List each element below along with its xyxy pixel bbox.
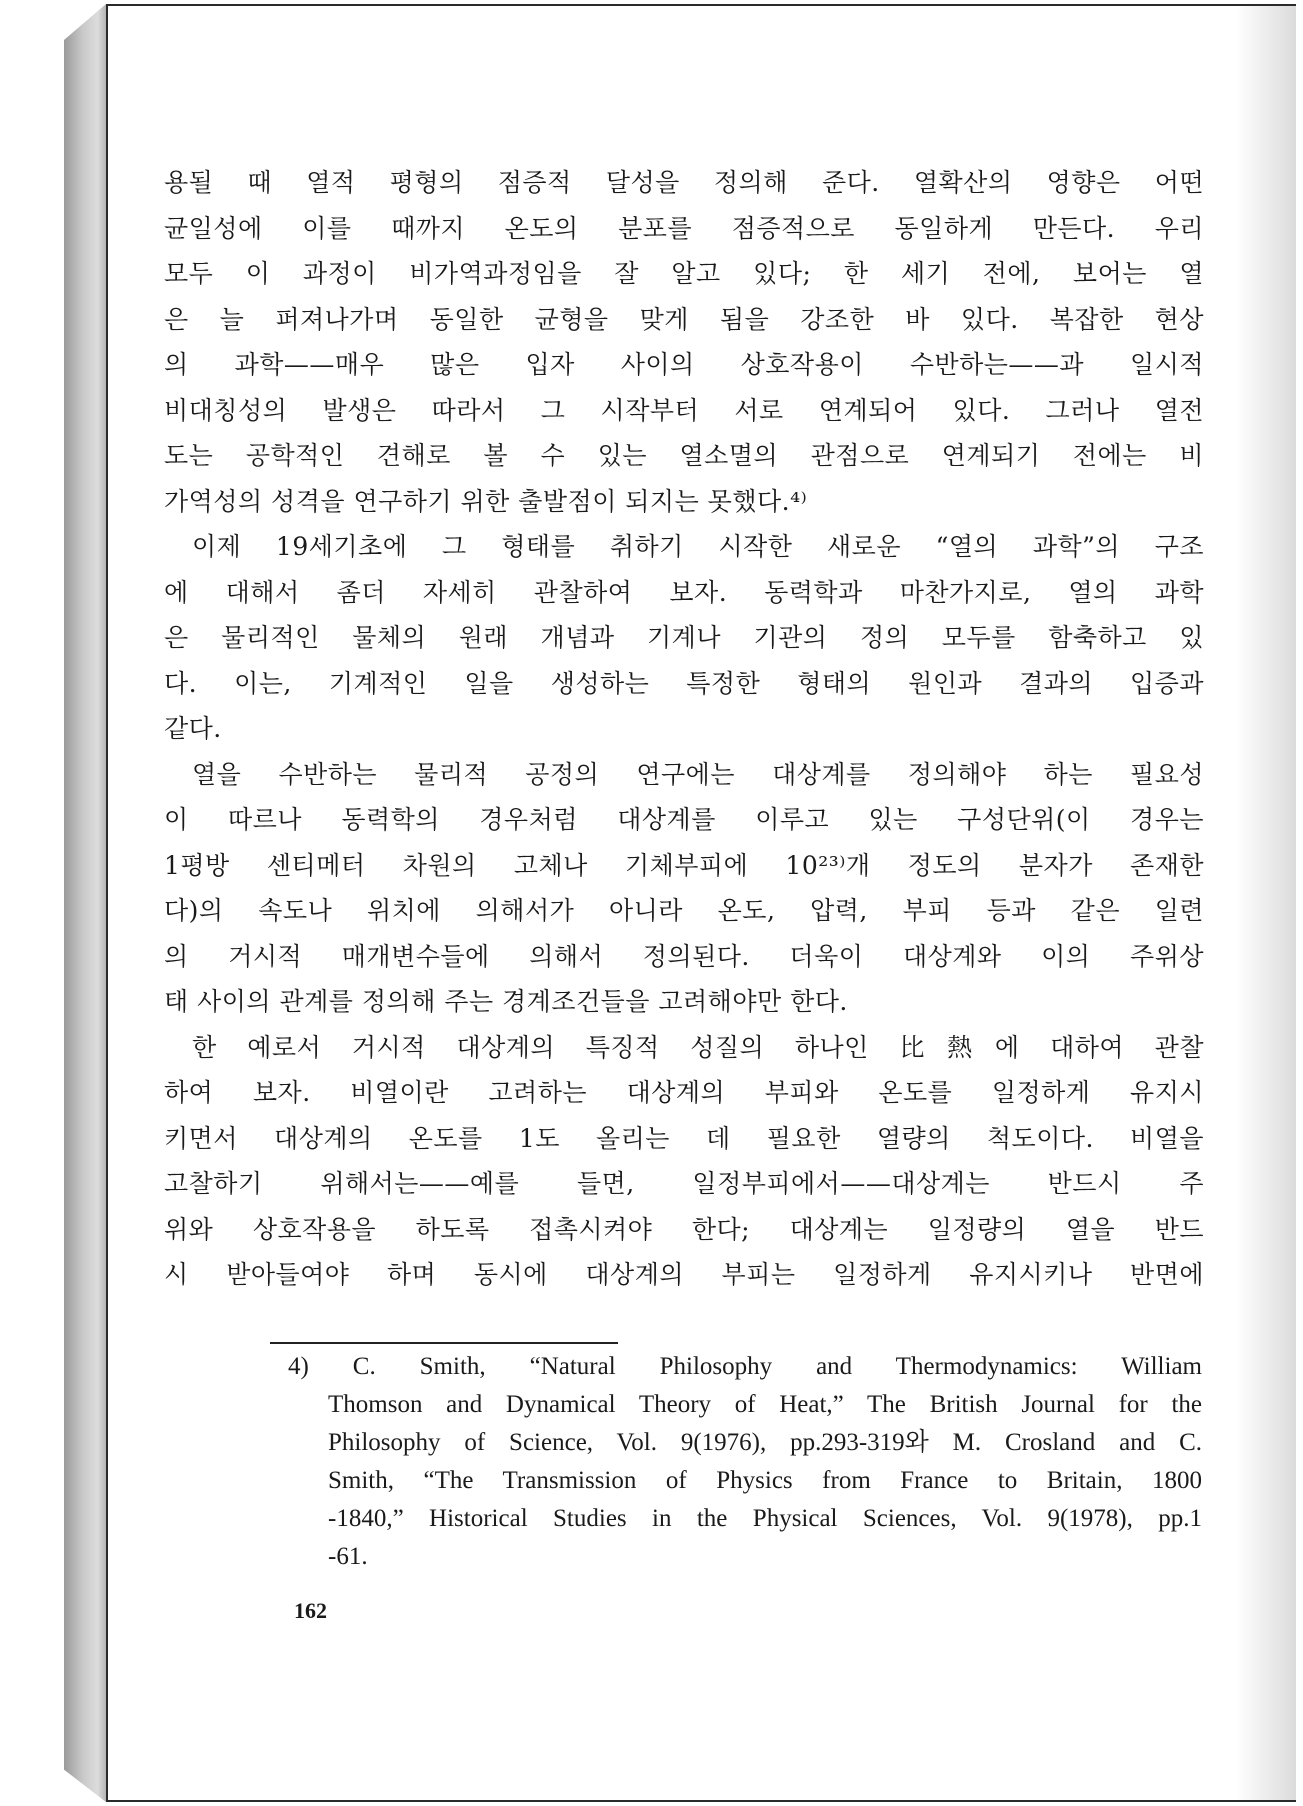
text-line: 의 과학——매우 많은 입자 사이의 상호작용이 수반하는——과 일시적 (164, 350, 1204, 379)
text-line: 도는 공학적인 견해로 볼 수 있는 열소멸의 관점으로 연계되기 전에는 비 (164, 441, 1204, 470)
footnote-line: -1840,” Historical Studies in the Physical Sciences, Vol. 9(1978), pp.1 (328, 1505, 1202, 1532)
book-spine (64, 4, 106, 1802)
text-line: 위와 상호작용을 하도록 접촉시켜야 한다; 대상계는 일정량의 열을 반드 (164, 1214, 1204, 1244)
page-number: 162 (294, 1598, 327, 1623)
text-line: 비대칭성의 발생은 따라서 그 시작부터 서로 연계되어 있다. 그러나 열전 (164, 395, 1204, 425)
text-line: 은 물리적인 물체의 원래 개념과 기계나 기관의 정의 모두를 함축하고 있 (164, 623, 1204, 652)
footnote (288, 1348, 1202, 1576)
text-line: 키면서 대상계의 온도를 1도 올리는 데 필요한 열량의 척도이다. 비열을 (164, 1123, 1204, 1153)
text-line: 은 늘 퍼져나가며 동일한 균형을 맞게 됨을 강조한 바 있다. 복잡한 현상 (164, 304, 1204, 334)
footnote-line: Thomson and Dynamical Theory of Heat,” The British Journal for the (328, 1391, 1202, 1418)
text-line: 이제 19세기초에 그 형태를 취하기 시작한 새로운 “열의 과학”의 구조 (192, 532, 1204, 561)
footnote-divider (270, 1342, 618, 1344)
text-line: 한 예로서 거시적 대상계의 특징적 성질의 하나인 比熱에 대하여 관찰 (192, 1032, 1204, 1062)
footnote-line: Philosophy of Science, Vol. 9(1976), pp.293-319와 M. Crosland and C. (328, 1429, 1202, 1456)
text-line: 의 거시적 매개변수들에 의해서 정의된다. 더욱이 대상계와 이의 주위상 (164, 941, 1204, 971)
page-edge-shadow (1236, 6, 1296, 1800)
text-line: 에 대해서 좀더 자세히 관찰하여 보자. 동력학과 마찬가지로, 열의 과학 (164, 577, 1204, 607)
text-line: 다)의 속도나 위치에 의해서가 아니라 온도, 압력, 부피 등과 같은 일련 (164, 896, 1204, 925)
text-line: 시 받아들여야 하며 동시에 대상계의 부피는 일정하게 유지시키나 반면에 (164, 1260, 1204, 1289)
text-line: 태 사이의 관계를 정의해 주는 경계조건들을 고려해야만 한다. (164, 987, 848, 1016)
text-line: 고찰하기 위해서는——예를 들면, 일정부피에서——대상계는 반드시 주 (164, 1169, 1204, 1198)
text-line: 균일성에 이를 때까지 온도의 분포를 점증적으로 동일하게 만든다. 우리 (164, 213, 1204, 243)
text-line: 1평방 센티메터 차원의 고체나 기체부피에 10²³⁾개 정도의 분자가 존재한 (164, 850, 1204, 880)
footnote-line: -61. (328, 1543, 368, 1570)
text-line: 이 따르나 동력학의 경우처럼 대상계를 이루고 있는 구성단위(이 경우는 (164, 805, 1204, 834)
footnote-line: Smith, “The Transmission of Physics from France to Britain, 1800 (328, 1467, 1202, 1494)
body-text (164, 160, 1204, 1298)
footnote-line: 4) C. Smith, “Natural Philosophy and Thermodynamics: William (288, 1353, 1202, 1380)
text-line: 하여 보자. 비열이란 고려하는 대상계의 부피와 온도를 일정하게 유지시 (164, 1078, 1204, 1107)
text-line: 같다. (164, 714, 222, 743)
text-line: 다. 이는, 기계적인 일을 생성하는 특정한 형태의 원인과 결과의 입증과 (164, 668, 1204, 698)
text-line: 가역성의 성격을 연구하기 위한 출발점이 되지는 못했다.⁴⁾ (164, 486, 808, 516)
text-line: 열을 수반하는 물리적 공정의 연구에는 대상계를 정의해야 하는 필요성 (192, 759, 1204, 789)
text-line: 모두 이 과정이 비가역과정임을 잘 알고 있다; 한 세기 전에, 보어는 열 (164, 259, 1204, 288)
text-line: 용될 때 열적 평형의 점증적 달성을 정의해 준다. 열확산의 영향은 어떤 (164, 168, 1204, 197)
